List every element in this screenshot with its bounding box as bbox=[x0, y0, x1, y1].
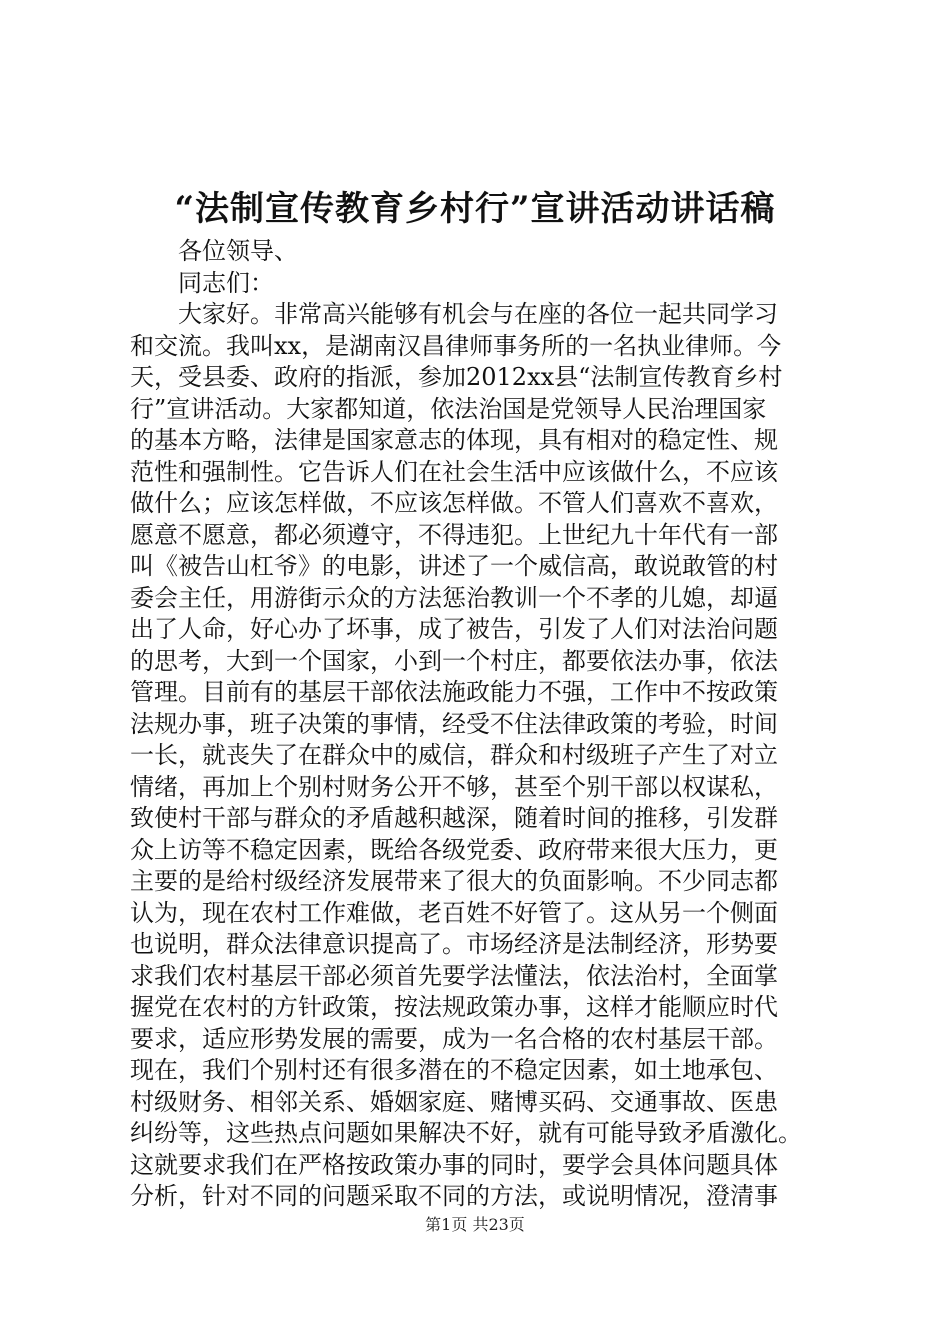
paragraph-line: 现在，我们个别村还有很多潜在的不稳定因素，如土地承包、 bbox=[130, 1056, 778, 1084]
document-body bbox=[130, 236, 830, 1213]
paragraph-line: 一长，就丧失了在群众中的威信，群众和村级班子产生了对立 bbox=[130, 741, 778, 769]
paragraph-line: 分析，针对不同的问题采取不同的方法，或说明情况，澄清事 bbox=[130, 1182, 778, 1210]
paragraph-line: 的基本方略，法律是国家意志的体现，具有相对的稳定性、规 bbox=[130, 426, 778, 454]
paragraph-line: 和交流。我叫xx，是湖南汉昌律师事务所的一名执业律师。今 bbox=[130, 331, 782, 360]
paragraph-line: 做什么；应该怎样做，不应该怎样做。不管人们喜欢不喜欢， bbox=[130, 489, 778, 517]
paragraph-line: 要求，适应形势发展的需要，成为一名合格的农村基层干部。 bbox=[130, 1024, 778, 1053]
page-number-footer: 第1页 共23页 bbox=[425, 1215, 525, 1234]
paragraph-line: 村级财务、相邻关系、婚姻家庭、赌博买码、交通事故、医患 bbox=[130, 1087, 778, 1116]
paragraph-line: 法规办事，班子决策的事情，经受不住法律政策的考验，时间 bbox=[130, 709, 778, 738]
paragraph-line: 叫《被告山杠爷》的电影，讲述了一个威信高，敢说敢管的村 bbox=[130, 552, 778, 580]
paragraph-line: 致使村干部与群众的矛盾越积越深，随着时间的推移，引发群 bbox=[130, 804, 778, 832]
paragraph-line: 范性和强制性。它告诉人们在社会生活中应该做什么，不应该 bbox=[130, 457, 778, 486]
paragraph-line: 出了人命，好心办了坏事，成了被告，引发了人们对法治问题 bbox=[130, 615, 778, 643]
paragraph-line: 情绪，再加上个别村财务公开不够，甚至个别干部以权谋私， bbox=[130, 772, 778, 801]
paragraph-line: 天，受县委、政府的指派，参加2012xx县“法制宣传教育乡村 bbox=[130, 363, 783, 391]
paragraph-line: 愿意不愿意，都必须遵守，不得违犯。上世纪九十年代有一部 bbox=[130, 520, 778, 549]
paragraph-line: 这就要求我们在严格按政策办事的同时，要学会具体问题具体 bbox=[130, 1150, 778, 1179]
paragraph-line: 纠纷等，这些热点问题如果解决不好，就有可能导致矛盾激化。 bbox=[130, 1119, 802, 1147]
document-title: “法制宣传教育乡村行”宣讲活动讲话稿 bbox=[174, 189, 776, 229]
paragraph-line: 主要的是给村级经济发展带来了很大的负面影响。不少同志都 bbox=[130, 867, 778, 895]
paragraph-line: 委会主任，用游街示众的方法惩治教训一个不孝的儿媳，却逼 bbox=[130, 583, 778, 612]
paragraph-line: 握党在农村的方针政策，按法规政策办事，这样才能顺应时代 bbox=[130, 993, 778, 1021]
paragraph-line: 认为，现在农村工作难做，老百姓不好管了。这从另一个侧面 bbox=[130, 898, 778, 927]
paragraph-line: 行”宣讲活动。大家都知道，依法治国是党领导人民治理国家 bbox=[130, 394, 767, 423]
paragraph-line: 求我们农村基层干部必须首先要学法懂法，依法治村，全面掌 bbox=[130, 961, 778, 990]
salutation-line: 同志们： bbox=[178, 268, 274, 297]
paragraph-line: 的思考，大到一个国家，小到一个村庄，都要依法办事，依法 bbox=[130, 646, 778, 675]
paragraph-line: 管理。目前有的基层干部依法施政能力不强，工作中不按政策 bbox=[130, 678, 778, 706]
salutation-line: 各位领导、 bbox=[178, 237, 298, 265]
paragraph-line: 众上访等不稳定因素，既给各级党委、政府带来很大压力，更 bbox=[130, 835, 778, 864]
paragraph-line: 大家好。非常高兴能够有机会与在座的各位一起共同学习 bbox=[178, 300, 778, 328]
paragraph-line: 也说明，群众法律意识提高了。市场经济是法制经济，形势要 bbox=[130, 930, 778, 958]
